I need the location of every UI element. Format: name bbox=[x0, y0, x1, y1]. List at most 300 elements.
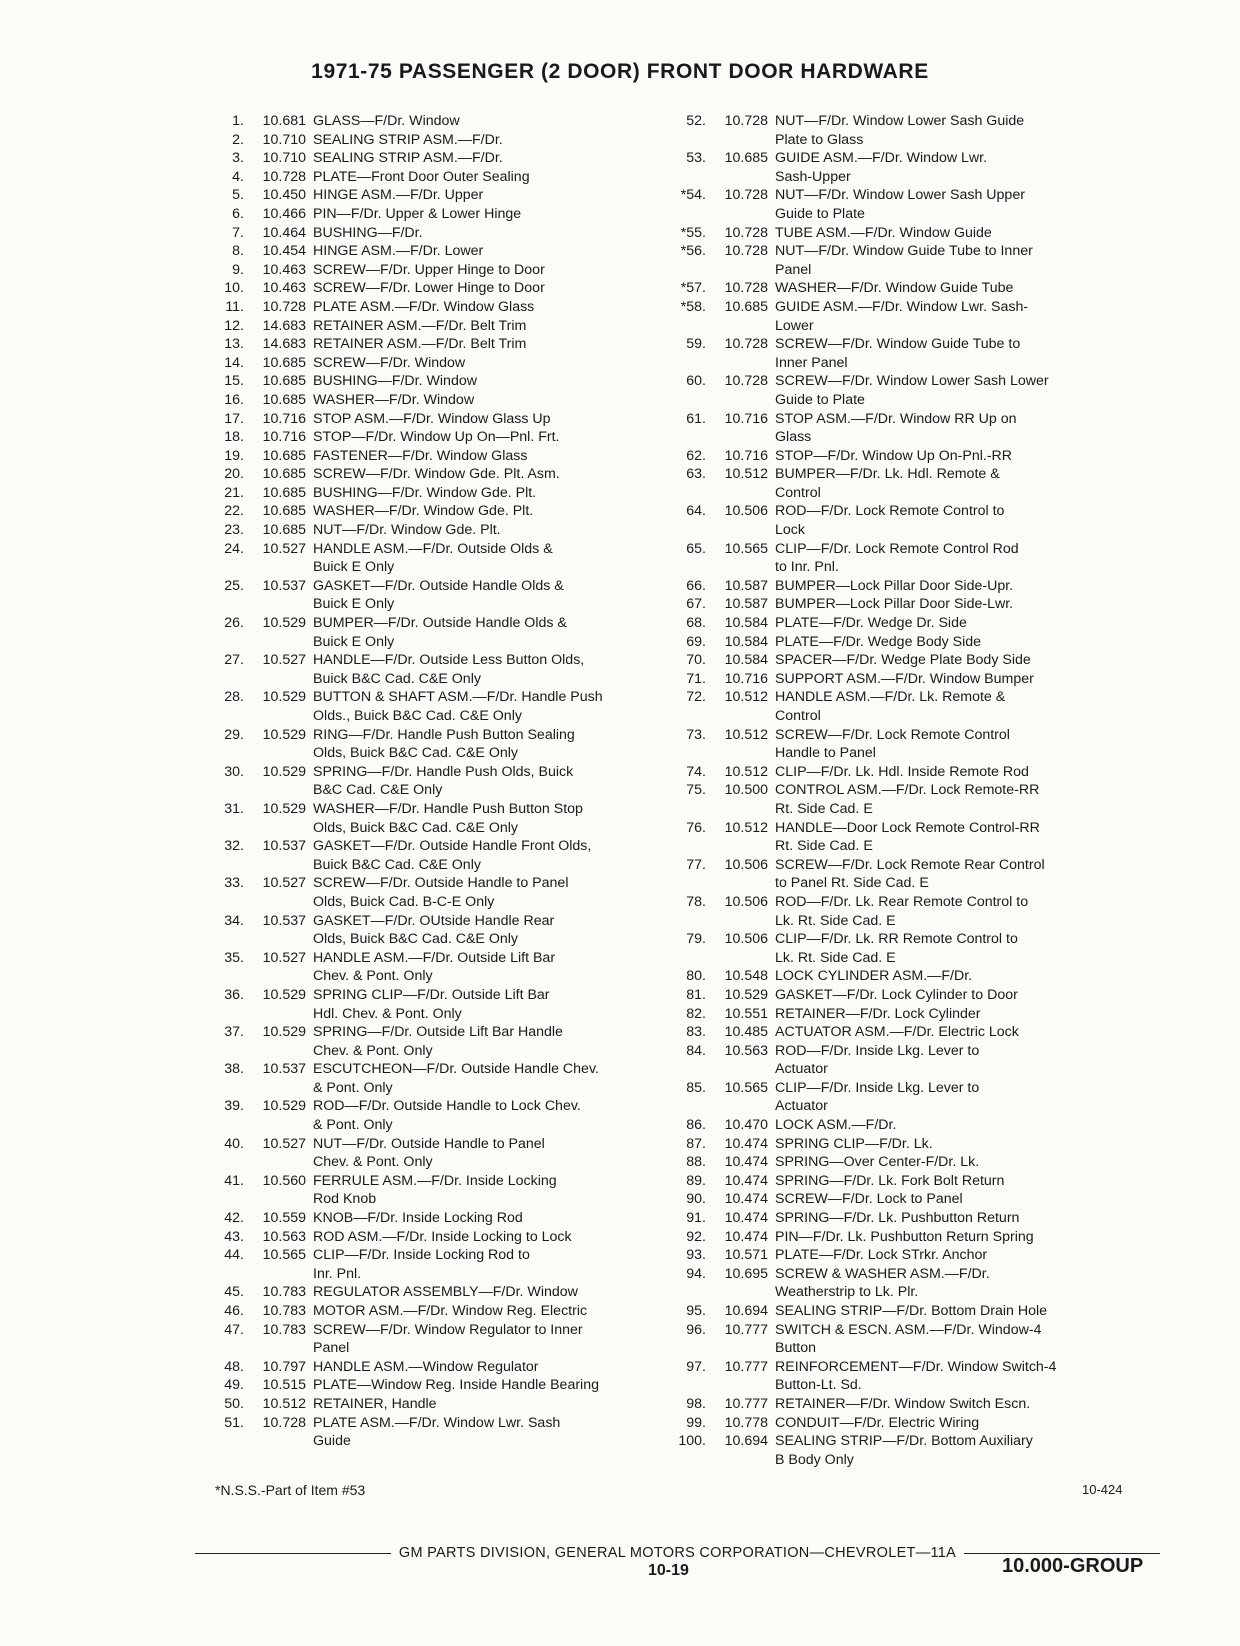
part-description-continued: Chev. & Pont. Only bbox=[313, 1154, 433, 1171]
part-description: ROD—F/Dr. Outside Handle to Lock Chev. bbox=[313, 1098, 581, 1115]
part-description: SEALING STRIP—F/Dr. Bottom Auxiliary bbox=[775, 1433, 1033, 1450]
part-description: BUMPER—Lock Pillar Door Side-Lwr. bbox=[775, 596, 1014, 613]
part-description: BUTTON & SHAFT ASM.—F/Dr. Handle Push bbox=[313, 689, 603, 706]
part-entry bbox=[674, 298, 1144, 335]
part-number: 26. bbox=[224, 615, 244, 632]
part-number: 92. bbox=[686, 1228, 706, 1245]
part-description: KNOB—F/Dr. Inside Locking Rod bbox=[313, 1210, 523, 1227]
part-number: 40. bbox=[224, 1135, 244, 1152]
part-description: SPRING—F/Dr. Lk. Fork Bolt Return bbox=[775, 1172, 1005, 1189]
part-description-continued: Panel bbox=[775, 261, 812, 278]
part-number: 12. bbox=[224, 317, 244, 334]
part-description-continued: Control bbox=[775, 484, 821, 501]
part-number: 96. bbox=[686, 1321, 706, 1338]
part-description: TUBE ASM.—F/Dr. Window Guide bbox=[775, 224, 992, 241]
part-description: BUSHING—F/Dr. bbox=[313, 224, 423, 241]
part-description-continued: Panel bbox=[313, 1340, 350, 1357]
part-number: 91. bbox=[686, 1210, 706, 1227]
group-code: 10.777 bbox=[724, 1358, 768, 1375]
group-code: 10.463 bbox=[262, 261, 306, 278]
part-description: HANDLE ASM.—F/Dr. Outside Olds & bbox=[313, 540, 553, 557]
part-entry bbox=[212, 763, 682, 800]
group-code: 10.450 bbox=[262, 187, 306, 204]
part-description-continued: Guide bbox=[313, 1433, 351, 1450]
group-code: 10.685 bbox=[262, 354, 306, 371]
part-number: 71. bbox=[686, 670, 706, 687]
group-code: 10.512 bbox=[262, 1395, 306, 1412]
part-description: PLATE—F/Dr. Wedge Dr. Side bbox=[775, 615, 967, 632]
part-entry bbox=[674, 540, 1144, 577]
part-description: SCREW—F/Dr. Window Lower Sash Lower bbox=[775, 373, 1049, 390]
part-entry bbox=[212, 131, 682, 150]
group-code: 10.506 bbox=[724, 893, 768, 910]
part-description: NUT—F/Dr. Window Guide Tube to Inner bbox=[775, 243, 1033, 260]
part-description-continued: Lk. Rt. Side Cad. E bbox=[775, 949, 896, 966]
part-number: 95. bbox=[686, 1303, 706, 1319]
part-description: SEALING STRIP—F/Dr. Bottom Drain Hole bbox=[775, 1303, 1048, 1319]
part-entry bbox=[212, 354, 682, 373]
group-code: 10.728 bbox=[724, 224, 768, 241]
part-description: HINGE ASM.—F/Dr. Upper bbox=[313, 187, 484, 204]
group-code: 10.685 bbox=[262, 466, 306, 483]
parts-list-left bbox=[212, 112, 682, 1451]
part-description: NUT—F/Dr. Window Lower Sash Upper bbox=[775, 187, 1025, 204]
part-number: 63. bbox=[686, 466, 706, 483]
part-description-continued: Olds, Buick B&C Cad. C&E Only bbox=[313, 819, 518, 836]
part-description-continued: Olds, Buick B&C Cad. C&E Only bbox=[313, 745, 518, 762]
group-code: 10.506 bbox=[724, 856, 768, 873]
group-code: 10.565 bbox=[262, 1247, 306, 1264]
part-entry bbox=[212, 279, 682, 298]
group-code: 10.563 bbox=[262, 1228, 306, 1245]
part-description: RETAINER, Handle bbox=[313, 1395, 437, 1412]
part-number: 21. bbox=[224, 484, 244, 501]
part-description-continued: Lower bbox=[775, 317, 814, 334]
part-number: 19. bbox=[224, 447, 244, 464]
group-code: 10.529 bbox=[262, 800, 306, 817]
part-description: CLIP—F/Dr. Inside Lkg. Lever to bbox=[775, 1079, 980, 1096]
part-entry bbox=[674, 1005, 1144, 1024]
part-entry bbox=[674, 688, 1144, 725]
part-description: CONTROL ASM.—F/Dr. Lock Remote-RR bbox=[775, 782, 1040, 799]
group-code: 10.716 bbox=[724, 447, 768, 464]
group-code: 10.685 bbox=[262, 522, 306, 539]
part-description: LOCK CYLINDER ASM.—F/Dr. bbox=[775, 968, 973, 985]
group-code: 10.716 bbox=[262, 429, 306, 446]
group-code: 10.548 bbox=[724, 968, 768, 985]
part-description: CLIP—F/Dr. Lock Remote Control Rod bbox=[775, 540, 1019, 557]
part-description-continued: B Body Only bbox=[775, 1451, 854, 1468]
group-code: 10.728 bbox=[724, 243, 768, 260]
part-description: FASTENER—F/Dr. Window Glass bbox=[313, 447, 528, 464]
part-entry bbox=[212, 186, 682, 205]
part-entry bbox=[212, 651, 682, 688]
part-description: PIN—F/Dr. Lk. Pushbutton Return Spring bbox=[775, 1228, 1034, 1245]
group-code: 10.529 bbox=[724, 986, 768, 1003]
part-entry bbox=[674, 372, 1144, 409]
group-code: 10.454 bbox=[262, 243, 306, 260]
part-number: 9. bbox=[232, 261, 244, 278]
part-number: 64. bbox=[686, 503, 706, 520]
part-entry bbox=[212, 1395, 682, 1414]
part-entry bbox=[212, 688, 682, 725]
group-code: 10.529 bbox=[262, 615, 306, 632]
group-code: 10.710 bbox=[262, 131, 306, 148]
part-description: NUT—F/Dr. Window Lower Sash Guide bbox=[775, 113, 1025, 129]
part-entry bbox=[212, 1172, 682, 1209]
part-number: 74. bbox=[686, 763, 706, 780]
group-code: 10.694 bbox=[724, 1303, 768, 1319]
part-description: BUMPER—Lock Pillar Door Side-Upr. bbox=[775, 577, 1014, 594]
part-entry bbox=[212, 1097, 682, 1134]
group-code: 10.584 bbox=[724, 615, 768, 632]
page-code: 10-424 bbox=[1082, 1482, 1123, 1497]
part-entry bbox=[212, 874, 682, 911]
part-number: 72. bbox=[686, 689, 706, 706]
part-number: 83. bbox=[686, 1024, 706, 1041]
part-description: SCREW—F/Dr. Window Regulator to Inner bbox=[313, 1321, 583, 1338]
part-entry bbox=[212, 1302, 682, 1321]
part-number: 44. bbox=[224, 1247, 244, 1264]
part-entry bbox=[674, 614, 1144, 633]
part-description-continued: Control bbox=[775, 708, 821, 724]
part-description-continued: Rt. Side Cad. E bbox=[775, 838, 873, 855]
part-description: STOP—F/Dr. Window Up On—Pnl. Frt. bbox=[313, 429, 560, 446]
part-number: 69. bbox=[686, 633, 706, 650]
part-number: 66. bbox=[686, 577, 706, 594]
part-entry bbox=[674, 763, 1144, 782]
part-description-continued: Handle to Panel bbox=[775, 745, 876, 762]
part-entry bbox=[212, 1414, 682, 1451]
part-description: RING—F/Dr. Handle Push Button Sealing bbox=[313, 726, 575, 743]
part-entry bbox=[212, 391, 682, 410]
part-number: 14. bbox=[224, 354, 244, 371]
part-number: 67. bbox=[686, 596, 706, 613]
group-code: 10.728 bbox=[262, 1414, 306, 1431]
part-entry bbox=[212, 410, 682, 429]
part-entry bbox=[674, 1116, 1144, 1135]
group-code: 10.728 bbox=[724, 113, 768, 129]
group-code: 10.685 bbox=[262, 503, 306, 520]
part-description-continued: Guide to Plate bbox=[775, 205, 865, 222]
group-code: 10.563 bbox=[724, 1042, 768, 1059]
part-description: PLATE—F/Dr. Lock STrkr. Anchor bbox=[775, 1247, 988, 1264]
part-entry bbox=[212, 1135, 682, 1172]
part-number: 39. bbox=[224, 1098, 244, 1115]
part-description: ROD ASM.—F/Dr. Inside Locking to Lock bbox=[313, 1228, 572, 1245]
part-entry bbox=[674, 410, 1144, 447]
part-description-continued: Buick B&C Cad. C&E Only bbox=[313, 670, 481, 687]
part-description-continued: & Pont. Only bbox=[313, 1079, 393, 1096]
group-code: 10.474 bbox=[724, 1135, 768, 1152]
part-number: 37. bbox=[224, 1024, 244, 1041]
part-entry bbox=[212, 205, 682, 224]
part-number: 38. bbox=[224, 1061, 244, 1078]
part-entry bbox=[212, 317, 682, 336]
part-description: RETAINER—F/Dr. Lock Cylinder bbox=[775, 1005, 981, 1022]
group-code: 10.474 bbox=[724, 1210, 768, 1227]
part-entry bbox=[674, 967, 1144, 986]
part-number: 29. bbox=[224, 726, 244, 743]
part-entry bbox=[212, 521, 682, 540]
group-code: 10.506 bbox=[724, 931, 768, 948]
part-description: SCREW—F/Dr. Window Guide Tube to bbox=[775, 336, 1021, 353]
part-entry bbox=[674, 112, 1144, 149]
part-description-continued: Plate to Glass bbox=[775, 131, 864, 148]
part-number: 78. bbox=[686, 893, 706, 910]
part-description: RETAINER—F/Dr. Window Switch Escn. bbox=[775, 1395, 1031, 1412]
group-code: 10.716 bbox=[724, 670, 768, 687]
part-entry bbox=[674, 1414, 1144, 1433]
part-number: 41. bbox=[224, 1172, 244, 1189]
part-number: 3. bbox=[232, 150, 244, 167]
group-code: 10.470 bbox=[724, 1117, 768, 1134]
part-entry bbox=[674, 1042, 1144, 1079]
part-description: BUSHING—F/Dr. Window Gde. Plt. bbox=[313, 484, 537, 501]
part-entry bbox=[212, 912, 682, 949]
part-description: SPRING—F/Dr. Handle Push Olds, Buick bbox=[313, 763, 574, 780]
group-code: 10.728 bbox=[262, 168, 306, 185]
part-description: SCREW—F/Dr. Window Gde. Plt. Asm. bbox=[313, 466, 560, 483]
part-entry bbox=[674, 595, 1144, 614]
part-entry bbox=[212, 112, 682, 131]
group-code: 10.587 bbox=[724, 577, 768, 594]
footer-rule-right bbox=[964, 1553, 1160, 1554]
part-description-continued: Olds., Buick B&C Cad. C&E Only bbox=[313, 708, 522, 724]
group-code: 10.529 bbox=[262, 1024, 306, 1041]
part-entry bbox=[674, 1209, 1144, 1228]
part-description-continued: Rod Knob bbox=[313, 1191, 377, 1208]
part-number: 84. bbox=[686, 1042, 706, 1059]
part-description: HANDLE—Door Lock Remote Control-RR bbox=[775, 819, 1040, 836]
part-entry bbox=[212, 447, 682, 466]
part-description: HANDLE—F/Dr. Outside Less Button Olds, bbox=[313, 652, 585, 669]
part-number: 62. bbox=[686, 447, 706, 464]
part-description: GASKET—F/Dr. Outside Handle Front Olds, bbox=[313, 838, 592, 855]
part-description: ROD—F/Dr. Lock Remote Control to bbox=[775, 503, 1005, 520]
part-number: 15. bbox=[224, 373, 244, 390]
part-description: ACTUATOR ASM.—F/Dr. Electric Lock bbox=[775, 1024, 1019, 1041]
part-entry bbox=[674, 502, 1144, 539]
part-entry bbox=[674, 465, 1144, 502]
part-number: 36. bbox=[224, 986, 244, 1003]
group-code: 10.685 bbox=[724, 150, 768, 167]
part-number: *54. bbox=[680, 187, 706, 204]
part-number: 11. bbox=[225, 298, 244, 315]
part-description: SPRING—F/Dr. Lk. Pushbutton Return bbox=[775, 1210, 1020, 1227]
part-number: 81. bbox=[686, 986, 706, 1003]
part-number: 18. bbox=[224, 429, 244, 446]
group-code: 10.783 bbox=[262, 1303, 306, 1319]
part-entry bbox=[212, 1358, 682, 1377]
part-description: PLATE—F/Dr. Wedge Body Side bbox=[775, 633, 982, 650]
part-number: 33. bbox=[224, 875, 244, 892]
group-code: 10.685 bbox=[724, 298, 768, 315]
part-number: 82. bbox=[686, 1005, 706, 1022]
part-description: ROD—F/Dr. Lk. Rear Remote Control to bbox=[775, 893, 1029, 910]
part-entry bbox=[674, 577, 1144, 596]
part-number: 94. bbox=[686, 1265, 706, 1282]
part-number: 43. bbox=[224, 1228, 244, 1245]
group-code: 10.728 bbox=[724, 280, 768, 297]
part-number: 1. bbox=[232, 113, 244, 129]
part-description: LOCK ASM.—F/Dr. bbox=[775, 1117, 897, 1134]
part-number: 28. bbox=[224, 689, 244, 706]
part-description: HINGE ASM.—F/Dr. Lower bbox=[313, 243, 484, 260]
part-number: 52. bbox=[686, 113, 706, 129]
part-description: CONDUIT—F/Dr. Electric Wiring bbox=[775, 1414, 980, 1431]
part-description-continued: B&C Cad. C&E Only bbox=[313, 782, 443, 799]
part-entry bbox=[674, 242, 1144, 279]
part-description: SEALING STRIP ASM.—F/Dr. bbox=[313, 150, 503, 167]
part-description-continued: Inner Panel bbox=[775, 354, 848, 371]
group-code: 10.681 bbox=[262, 113, 306, 129]
part-entry bbox=[674, 1395, 1144, 1414]
part-number: 45. bbox=[224, 1284, 244, 1301]
part-description: REINFORCEMENT—F/Dr. Window Switch-4 bbox=[775, 1358, 1057, 1375]
group-code: 10.571 bbox=[724, 1247, 768, 1264]
part-entry bbox=[674, 1153, 1144, 1172]
part-entry bbox=[212, 502, 682, 521]
part-description-continued: Lk. Rt. Side Cad. E bbox=[775, 912, 896, 929]
part-description-continued: Olds, Buick Cad. B-C-E Only bbox=[313, 893, 495, 910]
part-entry bbox=[674, 670, 1144, 689]
footer-division: GM PARTS DIVISION, GENERAL MOTORS CORPORATION—CHEVROLET—11A bbox=[398, 1545, 957, 1561]
part-entry bbox=[674, 1023, 1144, 1042]
group-code: 10.537 bbox=[262, 1061, 306, 1078]
part-number: 73. bbox=[686, 726, 706, 743]
part-description: RETAINER ASM.—F/Dr. Belt Trim bbox=[313, 317, 527, 334]
part-description: ROD—F/Dr. Inside Lkg. Lever to bbox=[775, 1042, 980, 1059]
part-number: 98. bbox=[686, 1395, 706, 1412]
part-entry bbox=[674, 1265, 1144, 1302]
part-entry bbox=[212, 372, 682, 391]
group-code: 10.728 bbox=[262, 298, 306, 315]
part-description: GASKET—F/Dr. Outside Handle Olds & bbox=[313, 577, 564, 594]
part-number: 93. bbox=[686, 1247, 706, 1264]
part-entry bbox=[674, 1228, 1144, 1247]
part-number: 89. bbox=[686, 1172, 706, 1189]
part-description: PLATE ASM.—F/Dr. Window Lwr. Sash bbox=[313, 1414, 561, 1431]
group-code: 10.728 bbox=[724, 187, 768, 204]
part-description: SCREW—F/Dr. Lock Remote Control bbox=[775, 726, 1010, 743]
part-description: BUSHING—F/Dr. Window bbox=[313, 373, 477, 390]
part-description-continued: Inr. Pnl. bbox=[313, 1265, 362, 1282]
part-entry bbox=[674, 1321, 1144, 1358]
part-entry bbox=[674, 1302, 1144, 1321]
parts-list-right bbox=[674, 112, 1144, 1469]
part-description: GUIDE ASM.—F/Dr. Window Lwr. Sash- bbox=[775, 298, 1029, 315]
part-number: 42. bbox=[224, 1210, 244, 1227]
part-number: 5. bbox=[232, 187, 244, 204]
part-number: 50. bbox=[224, 1395, 244, 1412]
part-number: 2. bbox=[232, 131, 244, 148]
part-number: 8. bbox=[232, 243, 244, 260]
part-entry bbox=[212, 484, 682, 503]
part-entry bbox=[212, 1023, 682, 1060]
part-entry bbox=[212, 800, 682, 837]
part-number: 47. bbox=[224, 1321, 244, 1338]
group-code: 10.464 bbox=[262, 224, 306, 241]
part-description: GASKET—F/Dr. Lock Cylinder to Door bbox=[775, 986, 1018, 1003]
group-code: 10.537 bbox=[262, 838, 306, 855]
part-description: PLATE ASM.—F/Dr. Window Glass bbox=[313, 298, 535, 315]
group-code: 10.777 bbox=[724, 1395, 768, 1412]
part-description: GUIDE ASM.—F/Dr. Window Lwr. bbox=[775, 150, 988, 167]
group-code: 10.527 bbox=[262, 1135, 306, 1152]
group-code: 10.565 bbox=[724, 1079, 768, 1096]
part-description: SPRING CLIP—F/Dr. Outside Lift Bar bbox=[313, 986, 550, 1003]
part-description: REGULATOR ASSEMBLY—F/Dr. Window bbox=[313, 1284, 578, 1301]
part-number: 34. bbox=[224, 912, 244, 929]
footnote: *N.S.S.-Part of Item #53 bbox=[215, 1482, 366, 1498]
part-number: 61. bbox=[686, 410, 706, 427]
part-number: 16. bbox=[224, 391, 244, 408]
group-code: 10.527 bbox=[262, 949, 306, 966]
part-entry bbox=[212, 1209, 682, 1228]
part-entry bbox=[212, 224, 682, 243]
part-number: 17. bbox=[224, 410, 244, 427]
group-code: 10.529 bbox=[262, 986, 306, 1003]
part-entry bbox=[212, 242, 682, 261]
part-description: STOP ASM.—F/Dr. Window Glass Up bbox=[313, 410, 551, 427]
part-entry bbox=[674, 856, 1144, 893]
part-entry bbox=[212, 1283, 682, 1302]
part-number: 53. bbox=[686, 150, 706, 167]
part-number: *55. bbox=[680, 224, 706, 241]
part-number: 22. bbox=[224, 503, 244, 520]
group-code: 14.683 bbox=[262, 317, 306, 334]
part-entry bbox=[674, 186, 1144, 223]
part-description-continued: Buick E Only bbox=[313, 596, 395, 613]
group-code: 10.560 bbox=[262, 1172, 306, 1189]
part-description: NUT—F/Dr. Outside Handle to Panel bbox=[313, 1135, 545, 1152]
part-description: SWITCH & ESCN. ASM.—F/Dr. Window-4 bbox=[775, 1321, 1042, 1338]
part-number: 87. bbox=[686, 1135, 706, 1152]
group-code: 10.537 bbox=[262, 912, 306, 929]
group-code: 10.512 bbox=[724, 689, 768, 706]
group-code: 10.685 bbox=[262, 373, 306, 390]
part-description: HANDLE ASM.—F/Dr. Lk. Remote & bbox=[775, 689, 1006, 706]
part-number: 23. bbox=[224, 522, 244, 539]
part-number: 86. bbox=[686, 1117, 706, 1134]
part-description: SEALING STRIP ASM.—F/Dr. bbox=[313, 131, 503, 148]
group-code: 10.512 bbox=[724, 726, 768, 743]
part-description: RETAINER ASM.—F/Dr. Belt Trim bbox=[313, 336, 527, 353]
part-number: 49. bbox=[224, 1377, 244, 1394]
part-number: 100. bbox=[678, 1433, 706, 1450]
part-number: 31. bbox=[224, 800, 244, 817]
part-number: 76. bbox=[686, 819, 706, 836]
part-entry bbox=[674, 1135, 1144, 1154]
group-label: 10.000-GROUP bbox=[1002, 1555, 1144, 1577]
part-number: *58. bbox=[680, 298, 706, 315]
part-entry bbox=[674, 986, 1144, 1005]
part-description: ESCUTCHEON—F/Dr. Outside Handle Chev. bbox=[313, 1061, 599, 1078]
part-entry bbox=[212, 168, 682, 187]
part-entry bbox=[674, 279, 1144, 298]
part-entry bbox=[674, 726, 1144, 763]
part-description: STOP—F/Dr. Window Up On-Pnl.-RR bbox=[775, 447, 1013, 464]
page-number: 10-19 bbox=[648, 1562, 689, 1579]
group-code: 10.584 bbox=[724, 652, 768, 669]
part-number: 25. bbox=[224, 577, 244, 594]
part-description: SCREW—F/Dr. Lock to Panel bbox=[775, 1191, 963, 1208]
part-description-continued: Buick E Only bbox=[313, 633, 395, 650]
part-entry bbox=[212, 1060, 682, 1097]
part-description-continued: Hdl. Chev. & Pont. Only bbox=[313, 1005, 462, 1022]
part-entry bbox=[212, 540, 682, 577]
